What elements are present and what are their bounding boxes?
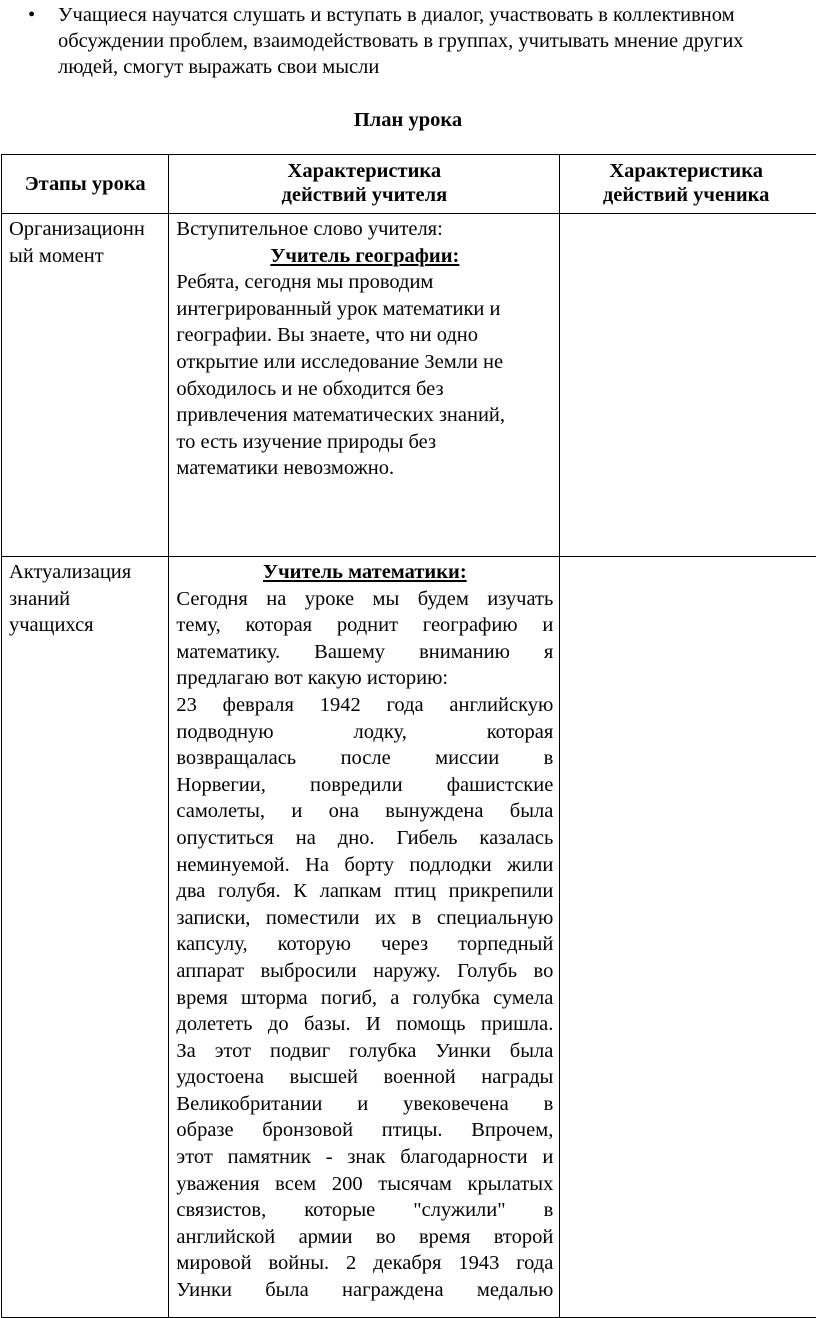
header-teacher: Характеристика действий учителя: [169, 155, 560, 214]
teacher-intro: Вступительное слово учителя:: [176, 216, 553, 243]
table-row: [2, 557, 816, 1318]
teacher-cell: Вступительное слово учителя: Учитель географии: Ребята, сегодня мы проводим интегрированный урок математики и географии. Вы знаете, что ни одно открытие или исследование Земли не обходилось и не обходится без привлечения математических знаний, то есть изучение природы без математики невозможно.: [169, 214, 560, 557]
teacher-cell: Учитель математики: Сегодня на уроке мы будем изучать тему, которая роднит географию и математику. Вашему вниманию я предлагаю вот какую историю: 23 февраля 1942 года английскую подводную лодку, которая возвращалась после миссии в Норвегии, повредили фашистские самолеты, и она вынуждена была опуститься на дно. Гибель казалась неминуемой. На борту подлодки жили два голубя. К лапкам птиц прикрепили записки, поместили их в специальную капсулу, которую через торпедный аппарат выбросили наружу. Голубь во время шторма погиб, а голубка сумела долететь до базы. И помощь пришла. За этот подвиг голубка Уинки была удостоена высшей военной награды Великобритании и увековечена в образе бронзовой птицы. Впрочем, этот памятник - знак благодарности и уважения всем 200 тысячам крылатых связистов, которые "служили" в английской армии во время второй мировой войны. 2 декабря 1943 года Уинки была награждена медалью: [169, 557, 560, 1318]
goal-line: людей, смогут выражать свои мысли: [58, 54, 816, 80]
header-stage: Этапы урока: [2, 155, 169, 214]
lesson-plan-table: [1, 154, 816, 1318]
student-cell: [560, 214, 816, 557]
bullet-icon: •: [28, 2, 35, 28]
goal-line: обсуждении проблем, взаимодействовать в группах, учитывать мнение других: [58, 28, 816, 54]
teacher-heading: Учитель математики:: [263, 561, 467, 583]
goal-line: Учащиеся научатся слушать и вступать в диалог, участвовать в коллективном: [58, 2, 816, 28]
table-row: [2, 214, 816, 557]
plan-title: План урока: [0, 107, 816, 133]
goal-text: [58, 2, 816, 80]
stage-cell: Актуализация знаний учащихся: [2, 557, 169, 1318]
student-cell: [560, 557, 816, 1318]
stage-cell: Организационн ый момент: [2, 214, 169, 557]
header-student: Характеристика действий ученика: [560, 155, 816, 214]
teacher-heading: Учитель географии:: [270, 245, 459, 267]
table-header-row: [2, 155, 816, 214]
